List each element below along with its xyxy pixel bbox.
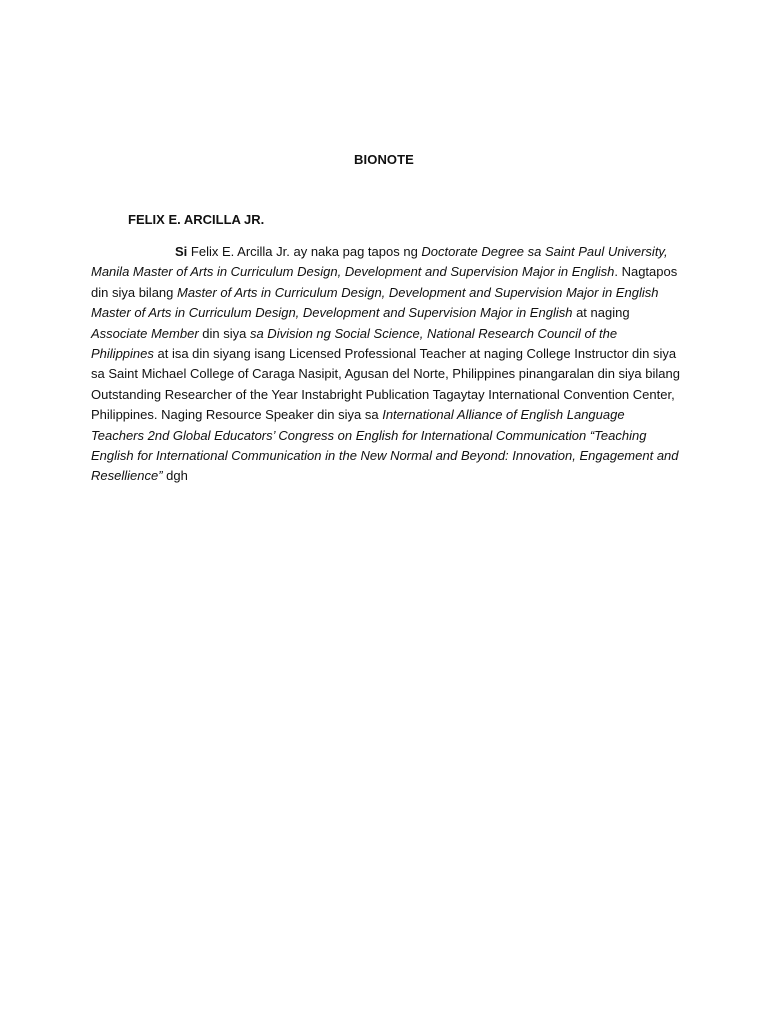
membership-title: Associate Member: [91, 325, 199, 341]
paragraph-text: dgh: [162, 468, 188, 484]
bionote-paragraph: [91, 242, 681, 487]
congress-title: International Alliance of English Language Teachers 2nd Global Educators’ Congress on English for International Communication “Teaching English for International Communication in the New Normal and Beyond: Innovation, Engagement and Resellience”: [91, 407, 679, 484]
paragraph-text: Felix E. Arcilla Jr. ay naka pag tapos ng: [187, 244, 422, 259]
degree-doctorate: Doctorate Degree sa Saint Paul University, Manila Master of Arts in Curriculum Design, Development and Supervision Major in English: [91, 244, 668, 280]
paragraph-text: . Nagtapos din siya bilang: [91, 264, 678, 300]
paragraph-text: din siya: [198, 325, 250, 341]
degree-masters: Master of Arts in Curriculum Design, Development and Supervision Major in English Master of Arts in Curriculum Design, Development and Supervision Major in English: [91, 284, 659, 321]
document-title: BIONOTE: [354, 152, 414, 167]
membership-organization: sa Division ng Social Science, National Research Council of the Philippines: [91, 325, 618, 362]
author-name: FELIX E. ARCILLA JR.: [128, 212, 265, 227]
paragraph-lead-word: Si: [175, 244, 188, 259]
paragraph-text: at isa din siyang isang Licensed Professional Teacher at naging College Instructor din siya sa Saint Michael College of Caraga Nasipit, Agusan del Norte, Philippines pinangaralan din siya bilang Outstanding Researcher of the Year Instabright Publication Tagaytay International Convention Center, Philippines. Naging Resource Speaker din siya sa: [91, 346, 680, 423]
paragraph-text: at naging: [572, 305, 630, 321]
